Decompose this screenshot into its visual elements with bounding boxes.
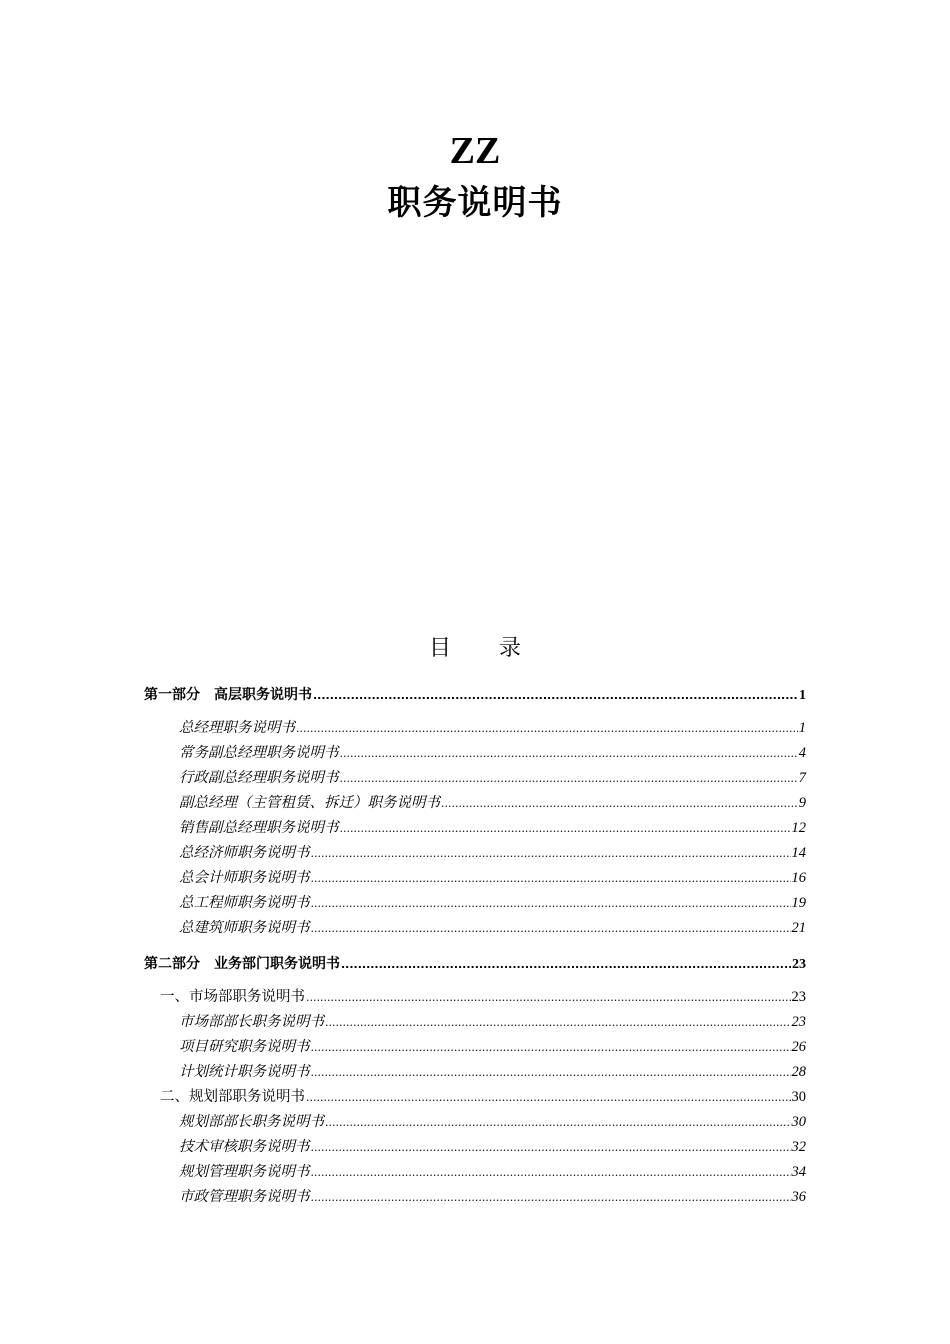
toc-entry[interactable]	[144, 1135, 806, 1160]
toc-entry-label: 总工程师职务说明书	[179, 895, 310, 911]
toc-leader-dots	[311, 1135, 791, 1160]
toc-entry-label: 规划部部长职务说明书	[179, 1114, 324, 1130]
toc-entry-page: 23	[791, 1014, 806, 1030]
toc-entry-page: 34	[791, 1164, 806, 1180]
toc-entry-page: 4	[798, 745, 806, 761]
toc-entry[interactable]	[144, 1110, 806, 1135]
toc-entry[interactable]	[144, 1160, 806, 1185]
toc-heading	[0, 633, 950, 665]
toc-entry-label: 行政副总经理职务说明书	[179, 770, 339, 786]
toc-entry-page: 30	[791, 1114, 806, 1130]
toc-entry[interactable]	[144, 1060, 806, 1085]
toc-entry-page: 21	[791, 920, 806, 936]
toc-entry-page: 36	[791, 1189, 806, 1205]
toc-leader-dots	[325, 1110, 791, 1135]
toc-entry-label: 第一部分 高层职务说明书	[144, 687, 312, 703]
toc-entry-label: 副总经理（主管租赁、拆迁）职务说明书	[179, 795, 440, 811]
toc-entry[interactable]	[144, 1185, 806, 1210]
toc-entry[interactable]	[144, 741, 806, 766]
toc-entry-page: 23	[791, 989, 806, 1005]
toc-entry-page: 32	[791, 1139, 806, 1155]
toc-entry[interactable]	[144, 1035, 806, 1060]
toc-entry-label: 第二部分 业务部门职务说明书	[144, 956, 340, 972]
toc-entry-section-2[interactable]	[144, 1085, 806, 1110]
cover-title-block	[0, 128, 950, 228]
toc-entry-label: 市政管理职务说明书	[179, 1189, 310, 1205]
toc-entry-page: 1	[799, 688, 806, 703]
toc-entry-label: 常务副总经理职务说明书	[179, 745, 339, 761]
toc-leader-dots	[340, 741, 798, 766]
toc-leader-dots	[306, 1085, 791, 1110]
toc-entry-page: 16	[791, 870, 806, 886]
toc-entry-page: 14	[791, 845, 806, 861]
toc-entry[interactable]	[144, 1010, 806, 1035]
toc-entry[interactable]	[144, 841, 806, 866]
toc-heading-char: 目	[429, 636, 452, 661]
document-subtitle: 职务说明书	[387, 183, 563, 223]
toc-entry-page: 19	[791, 895, 806, 911]
toc-entry-label: 总经理职务说明书	[179, 720, 295, 736]
toc-entry-page: 30	[791, 1089, 806, 1105]
toc-leader-dots	[311, 1185, 791, 1210]
toc-entry[interactable]	[144, 916, 806, 941]
toc-entry-label: 一、市场部职务说明书	[160, 989, 305, 1005]
toc-leader-dots	[340, 816, 791, 841]
toc-entry-page: 26	[791, 1039, 806, 1055]
toc-entry-label: 二、规划部职务说明书	[160, 1089, 305, 1105]
toc-entry-part-1[interactable]	[144, 682, 806, 708]
toc-leader-dots	[441, 791, 798, 816]
toc-entry-page: 1	[798, 720, 806, 736]
toc-leader-dots	[296, 716, 798, 741]
toc-entry-page: 9	[798, 795, 806, 811]
toc-entry-label: 总会计师职务说明书	[179, 870, 310, 886]
toc-leader-dots	[311, 916, 791, 941]
toc-leader-dots	[311, 891, 791, 916]
toc-leader-dots	[311, 1160, 791, 1185]
toc-entry-label: 销售副总经理职务说明书	[179, 820, 339, 836]
toc-entry[interactable]	[144, 866, 806, 891]
toc-entry-page: 7	[798, 770, 806, 786]
toc-entry-label: 计划统计职务说明书	[179, 1064, 310, 1080]
toc-entry[interactable]	[144, 816, 806, 841]
toc-leader-dots	[311, 1035, 791, 1060]
toc-leader-dots	[341, 952, 791, 978]
toc-leader-dots	[306, 985, 791, 1010]
toc-leader-dots	[311, 866, 791, 891]
toc-entry-page: 23	[792, 957, 806, 972]
toc-leader-dots	[340, 766, 798, 791]
toc-entry-section-1[interactable]	[144, 985, 806, 1010]
toc-entry-page: 12	[791, 820, 806, 836]
toc-leader-dots	[313, 683, 798, 709]
document-title: ZZ	[449, 130, 501, 172]
toc-entry-part-2[interactable]	[144, 951, 806, 977]
toc-entry-label: 项目研究职务说明书	[179, 1039, 310, 1055]
table-of-contents	[144, 682, 806, 1210]
toc-entry-label: 技术审核职务说明书	[179, 1139, 310, 1155]
toc-entry-label: 总经济师职务说明书	[179, 845, 310, 861]
toc-entry-label: 规划管理职务说明书	[179, 1164, 310, 1180]
toc-heading-char: 录	[499, 636, 522, 661]
toc-leader-dots	[311, 1060, 791, 1085]
toc-leader-dots	[311, 841, 791, 866]
toc-entry[interactable]	[144, 791, 806, 816]
toc-entry-page: 28	[791, 1064, 806, 1080]
toc-entry[interactable]	[144, 766, 806, 791]
toc-entry-label: 总建筑师职务说明书	[179, 920, 310, 936]
toc-entry-label: 市场部部长职务说明书	[179, 1014, 324, 1030]
toc-entry[interactable]	[144, 716, 806, 741]
toc-leader-dots	[325, 1010, 791, 1035]
toc-entry[interactable]	[144, 891, 806, 916]
